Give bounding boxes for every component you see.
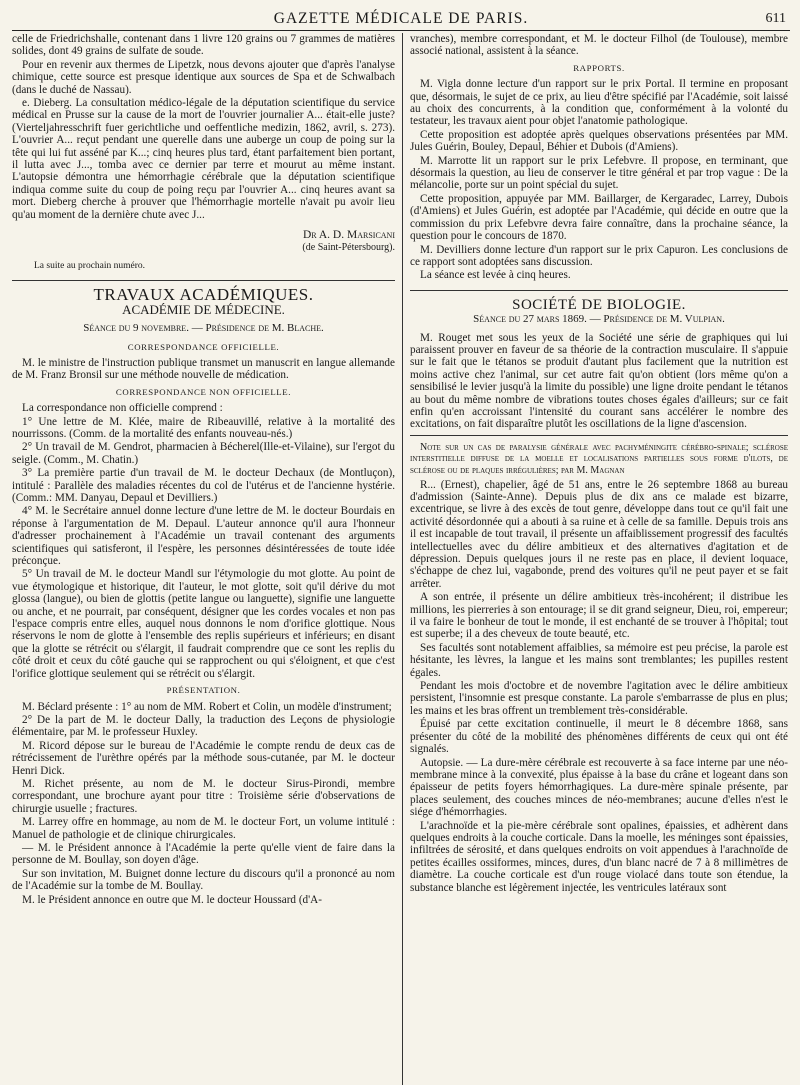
paragraph: Ses facultés sont notablement affaiblies, sa mémoire est peu précise, la parole est hésitante, les lèvres, la langue et les mains sont tremblantes; les pupilles restent égales. (410, 641, 788, 679)
paragraph: 2° De la part de M. le docteur Dally, la traduction des Leçons de physiologie élémentaire, par M. le professeur Huxley. (12, 713, 395, 739)
paragraph: M. le ministre de l'instruction publique transmet un manuscrit en langue allemande de M. Franz Bronsil sur une méthode nouvelle de médication. (12, 356, 395, 382)
paragraph: Cette proposition est adoptée après quelques observations présentées par MM. Jules Guérin, Bouley, Depaul, Béhier et Dubois (d'Amiens). (410, 128, 788, 154)
paragraph: Autopsie. — La dure-mère cérébrale est recouverte à sa face interne par une néo-membrane mince à la convexité, plus épaisse à la base du crâne et logeant dans son épaisseur de petits foyers hémorrhagiques. La dure-mère spinale présente, par places seulement, des couches minces de néo-membranes; aucune d'elles n'est le siége d'hémorrhagies. (410, 756, 788, 819)
subsection-label: CORRESPONDANCE NON OFFICIELLE. (115, 386, 292, 397)
author-signature: Dr A. D. Marsicani (303, 229, 395, 242)
paragraph: 5° Un travail de M. le docteur Mandl sur l'étymologie du mot glotte. Au point de vue étymologique et historique, dit l'auteur, le mot glotte, soit qu'il dérive du mot glossa (langue), ou bien de glottis (petite langue ou languette), signifie une languette ou anche, et ne pourrait, par conséquent, désigner que les cordes vocales et non pas l'espace compris entre elles, auquel nous donnons le nom d'orifice glottique. Nous réservons le nom de glotte à l'ensemble des replis supérieurs et inférieurs; en disant que la glotte se rétrécit ou s'élargit, il faudrait comprendre que ce sont les replis du côté droit et ceux du côté gauche qui se rapprochent ou qui s'éloignent, et que c'est l'orifice glottique seulement qui se rétrécit ou s'élargit. (12, 568, 395, 680)
section-title: SOCIÉTÉ DE BIOLOGIE. (512, 296, 686, 313)
page-number: 611 (765, 11, 786, 26)
paragraph: M. le Président annonce en outre que M. le docteur Houssard (d'A- (22, 893, 322, 906)
paragraph: R... (Ernest), chapelier, âgé de 51 ans, entre le 26 septembre 1868 au bureau d'admission (Sainte-Anne). Depuis plus de dix ans ce malade est bizarre, excentrique, se livre à des excès de tout genre, développe dans tout ce qu'il fait une activité désordonnée qui a abouti à sa ruine et à celle de sa famille. Depuis trois ans il est incapable de tout travail, il présente un affaiblissement progressif des facultés intellectuelles avec du délire ambitieux et des alternatives d'agitation et de dépression. Depuis quelques jours il ne reste pas en place, il devient loquace, s'échappe de chez lui, vagabonde, prend des voitures qu'il ne peut payer et se fait arrêter. (410, 478, 788, 590)
paragraph: e. Dieberg. La consultation médico-légale de la députation scientifique du service médical en Prusse sur la cause de la mort de l'ouvrier journalier A... était-elle juste? (Vierteljahresschrift fuer gerichtliche und oeffentliche medizin, 1862, avril, s. 273). L'ouvrier A... reçut pendant une querelle dans une auberge un coup de poing sur la tête qui lui fut asséné par K...; cinq heures plus tard, étant parfaitement bien portant, il lutta avec J..., tomba avec ce dernier par terre et mourut au même instant. L'autopsie démontra une hémorrhagie cérébrale que la députation scientifique indiqua comme suite du coup de poing reçu par l'ouvrier A... cinq heures avant sa mort. Dieberg cherche à prouver que l'hémorrhagie mortelle n'avait pu avoir lieu qu'au moment de la dernière chute avec J... (12, 97, 395, 221)
paragraph: Pendant les mois d'octobre et de novembre l'agitation avec le délire ambitieux persistent, l'insomnie est presque constante. La parole s'embarrasse de plus en plus; les mains et les bras offrent un tremblement très-considérable. (410, 680, 788, 717)
paragraph: La séance est levée à cinq heures. (420, 269, 571, 282)
paragraph: Sur son invitation, M. Buignet donne lecture du discours qu'il a prononcé au nom de l'Académie sur la tombe de M. Boullay. (12, 867, 395, 893)
paragraph: 2° Un travail de M. Gendrot, pharmacien à Bécherel(Ille-et-Vilaine), sur l'ergot du seigle. (Comm., M. Chatin.) (12, 441, 395, 466)
paragraph: M. Rouget met sous les yeux de la Société une série de graphiques qui lui paraissent prouver en faveur de sa théorie de la contraction musculaire. Il s'appuie sur le fait que le tétanos se produit d'autant plus facilement que la nutrition est moins active chez l'animal, sur cet autre fait qu'on obtient (lors même qu'on a sensibilisé le levier jusqu'à la limite du possible) une ligne droite pendant le tétanos au bout du même nombre de vibrations toutes choses égales d'ailleurs; sur ce fait enfin qu'en accroissant l'intensité du courant sans accélérer le nombre des excitations, on fait disparaître plutôt les oscillations de la ligne d'ascension. (410, 331, 788, 431)
note-title: Note sur un cas de paralysie générale avec pachyméningite cérébro-spinale; sclérose interstitielle diffuse de la moelle et localisations partielles sous forme d'ilots, de sclérose ou de plaques irrégulières; par M. Magnan (410, 441, 788, 476)
paragraph: celle de Friedrichshalle, contenant dans 1 livre 120 grains ou 7 grammes de matières solides, dont 49 grains de sulfate de soude. (12, 33, 395, 58)
subsection-label: RAPPORTS. (573, 62, 625, 73)
paragraph: Pour en revenir aux thermes de Lipetzk, nous devons ajouter que d'après l'analyse chimique, cette source est presque identique aux sources de Spa et de Schwalbach (dans le duché de Nassau). (12, 58, 395, 96)
paragraph: Cette proposition, appuyée par MM. Baillarger, de Kergaradec, Larrey, Dubois (d'Amiens) et Jules Guérin, est adoptée par l'Académie, qui décide en outre que la commission du prix Lefebvre devra faire connaître, dans la prochaine séance, la question pour le concours de 1870. (410, 192, 788, 243)
paragraph: La correspondance non officielle comprend : (22, 402, 223, 415)
paragraph: 1° Une lettre de M. Klée, maire de Ribeauvillé, relative à la mortalité des nourrissons. (Comm. de la mortalité des enfants nouveau-nés.) (12, 415, 395, 440)
session-line: Séance du 27 mars 1869. — Présidence de M. Vulpian. (473, 313, 725, 326)
paragraph: M. Larrey offre en hommage, au nom de M. le docteur Fort, un volume intitulé : Manuel de pathologie et de clinique chirurgicales. (12, 816, 395, 841)
paragraph: M. Devilliers donne lecture d'un rapport sur le prix Capuron. Les conclusions de ce rapport sont adoptées sans discussion. (410, 243, 788, 268)
author-location: (de Saint-Pétersbourg). (302, 241, 395, 253)
paragraph: M. Richet présente, au nom de M. le docteur Sirus-Pirondi, membre correspondant, une brochure ayant pour titre : Troisième série d'observations de chirurgie usuelle ; fractures. (12, 777, 395, 815)
right-column (410, 33, 788, 895)
section-divider (12, 280, 395, 281)
subsection-label: CORRESPONDANCE OFFICIELLE. (127, 341, 280, 352)
subsection-label: PRÉSENTATION. (166, 685, 241, 696)
paragraph: Épuisé par cette excitation continuelle, il meurt le 8 décembre 1868, sans présenter du côté de la mobilité des phénomènes différents de ceux qui ont été signalés. (410, 718, 788, 756)
paragraph: 4° M. le Secrétaire annuel donne lecture d'une lettre de M. le docteur Bourdais en réponse à l'argumentation de M. Depaul. L'auteur annonce qu'il aura l'honneur d'adresser prochainement à l'Académie un travail contenant des arguments scientifiques qui satisferont, il l'espère, les personnes désintéressées de toute idée préconçue. (12, 505, 395, 568)
paragraph: M. Vigla donne lecture d'un rapport sur le prix Portal. Il termine en proposant que, désormais, le sujet de ce prix, au lieu d'être spécifié par l'Académie, soit laissé au choix des concurrents, à la condition que, conformément à la volonté du testateur, les travaux aient pour objet l'anatomie pathologique. (410, 78, 788, 128)
section-subtitle: ACADÉMIE DE MÉDECINE. (122, 301, 285, 317)
paragraph: — M. le Président annonce à l'Académie la perte qu'elle vient de faire dans la personne de M. Boullay, son doyen d'âge. (12, 841, 395, 867)
section-title: TRAVAUX ACADÉMIQUES. (93, 285, 314, 305)
section-divider (410, 435, 788, 436)
paragraph: M. Marrotte lit un rapport sur le prix Lefebvre. Il propose, en terminant, que désormais la question, au lieu de conserver le titre général et par trop vague : De la mélancolie, porte sur un point spécial du sujet. (410, 154, 788, 192)
column-divider (402, 33, 403, 1085)
page-header (12, 8, 790, 31)
paragraph: L'arachnoïde et la pie-mère cérébrale sont opalines, épaissies, et adhèrent dans quelques endroits à la couche corticale. Dans la moelle, les méninges sont épaissies, infiltrées de sérosité, et dans quelques endroits on voit appendues à l'arachnoïde de petites écailles ossiformes, minces, dures, d'un blanc nacré de 7 à 8 millimètres de diamètre. La couche corticale est d'un rouge violacé dans toute son étendue, la substance blanche est légèrement injectée, les ventricules latéraux sont (410, 819, 788, 894)
section-divider (410, 290, 788, 291)
session-line: Séance du 9 novembre. — Présidence de M. Blache. (83, 322, 324, 335)
paragraph: M. Béclard présente : 1° au nom de MM. Robert et Colin, un modèle d'instrument; (22, 700, 392, 713)
continued-note: La suite au prochain numéro. (34, 260, 146, 271)
paragraph: M. Ricord dépose sur le bureau de l'Académie le compte rendu de deux cas de rétrécissement de l'urèthre opérés par la méthode sous-cutanée, par M. le docteur Henri Dick. (12, 739, 395, 777)
paragraph: A son entrée, il présente un délire ambitieux très-incohérent; il distribue les millions, les pierreries à son entourage; il se dit grand seigneur, Dieu, roi, empereur; il va faire le bonheur de tout le monde, il est enchanté de se trouver à l'hôpital; tout est superbe; il a des cheveux de toute beauté, etc. (410, 591, 788, 641)
paragraph: 3° La première partie d'un travail de M. le docteur Dechaux (de Montluçon), intitulé : Parallèle des maladies récentes du col de l'utérus et de l'ancienne hystérie. (Comm.: MM. Danyau, Depaul et Devilliers.) (12, 467, 395, 504)
paragraph: vranches), membre correspondant, et M. le docteur Filhol (de Toulouse), membre associé national, assistent à la séance. (410, 33, 788, 58)
left-column (12, 33, 395, 907)
journal-title: GAZETTE MÉDICALE DE PARIS. (273, 10, 529, 27)
